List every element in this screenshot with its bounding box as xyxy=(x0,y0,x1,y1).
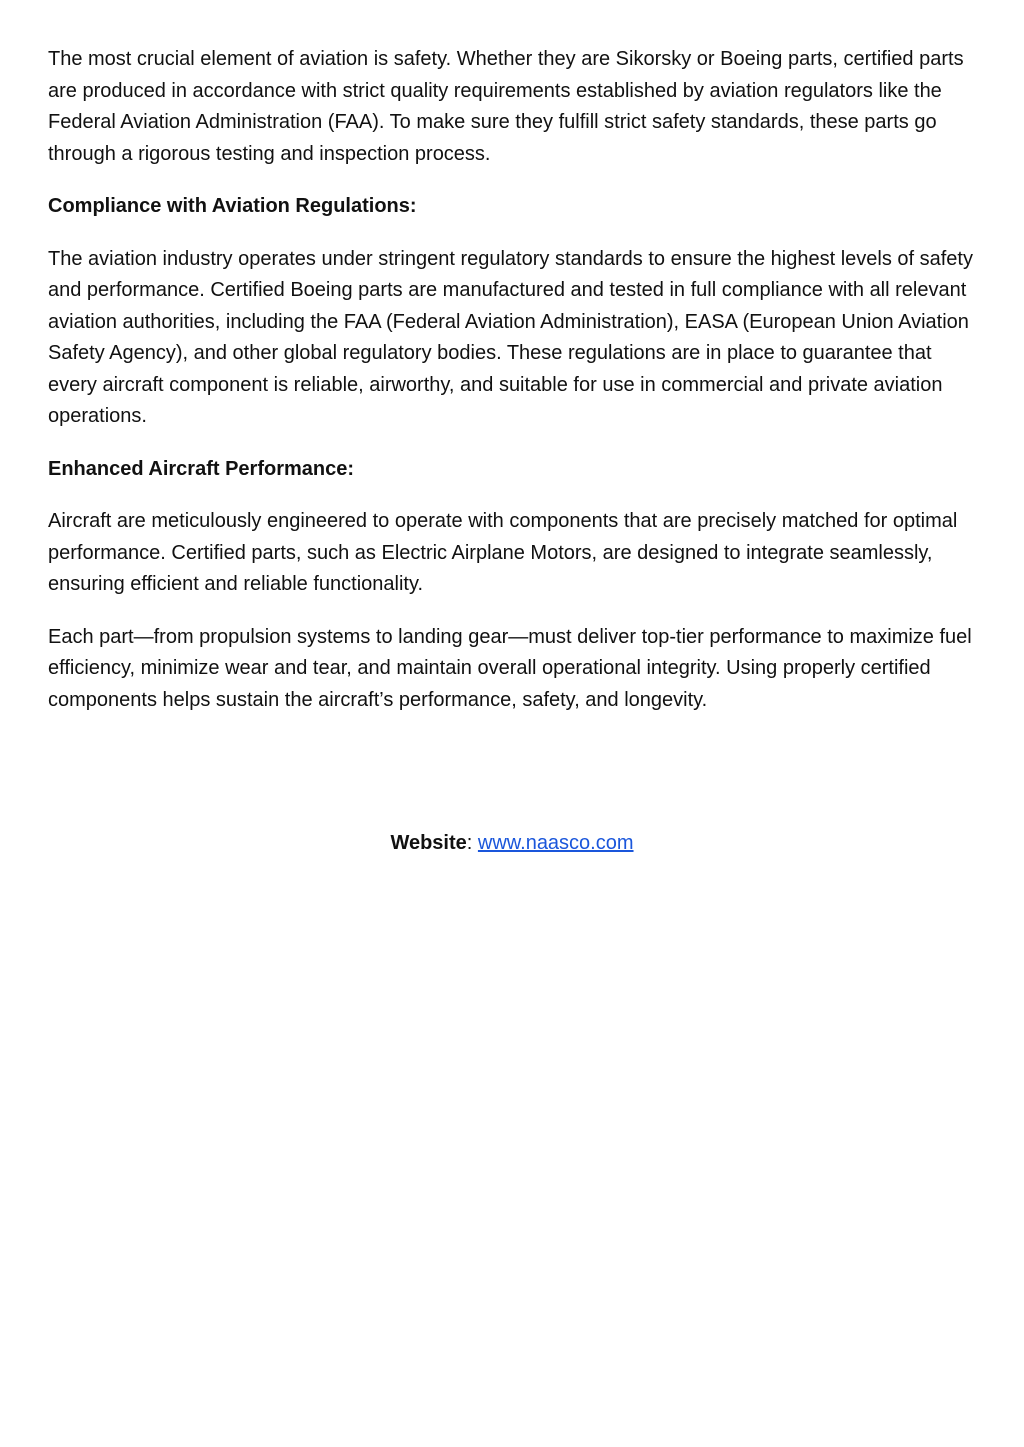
website-label: Website xyxy=(390,832,467,854)
intro-paragraph: The most crucial element of aviation is safety. Whether they are Sikorsky or Boeing parts, certified parts are produced in accordance with strict quality requirements established by aviation regulators like the Federal Aviation Administration (FAA). To make sure they fulfill strict safety standards, these parts go through a rigorous testing and inspection process. xyxy=(48,48,964,165)
performance-paragraph-2: Each part—from propulsion systems to landing gear—must deliver top-tier performance to maximize fuel efficiency, minimize wear and tear, and maintain overall operational integrity. Using properly certified components helps sustain the aircraft’s performance, safety, and longevity. xyxy=(48,625,972,711)
performance-paragraph-1: Aircraft are meticulously engineered to operate with components that are precisely matched for optimal performance. Certified parts, such as Electric Airplane Motors, are designed to integrate seamlessly, ensuring efficient and reliable functionality. xyxy=(48,510,958,595)
website-link[interactable]: www.naasco.com xyxy=(477,832,634,854)
document-body xyxy=(48,44,976,737)
website-footer xyxy=(0,828,1024,860)
section-heading-performance: Enhanced Aircraft Performance: xyxy=(48,457,355,480)
section-heading-compliance: Compliance with Aviation Regulations: xyxy=(48,195,417,217)
website-separator: : xyxy=(466,832,473,854)
compliance-paragraph: The aviation industry operates under stringent regulatory standards to ensure the highest levels of safety and performance. Certified Boeing parts are manufactured and tested in full compliance with all relevant aviation authorities, including the FAA (Federal Aviation Administration), EASA (European Union Aviation Safety Agency), and other global regulatory bodies. These regulations are in place to guarantee that every aircraft component is reliable, airworthy, and suitable for use in commercial and private aviation operations. xyxy=(48,247,973,427)
